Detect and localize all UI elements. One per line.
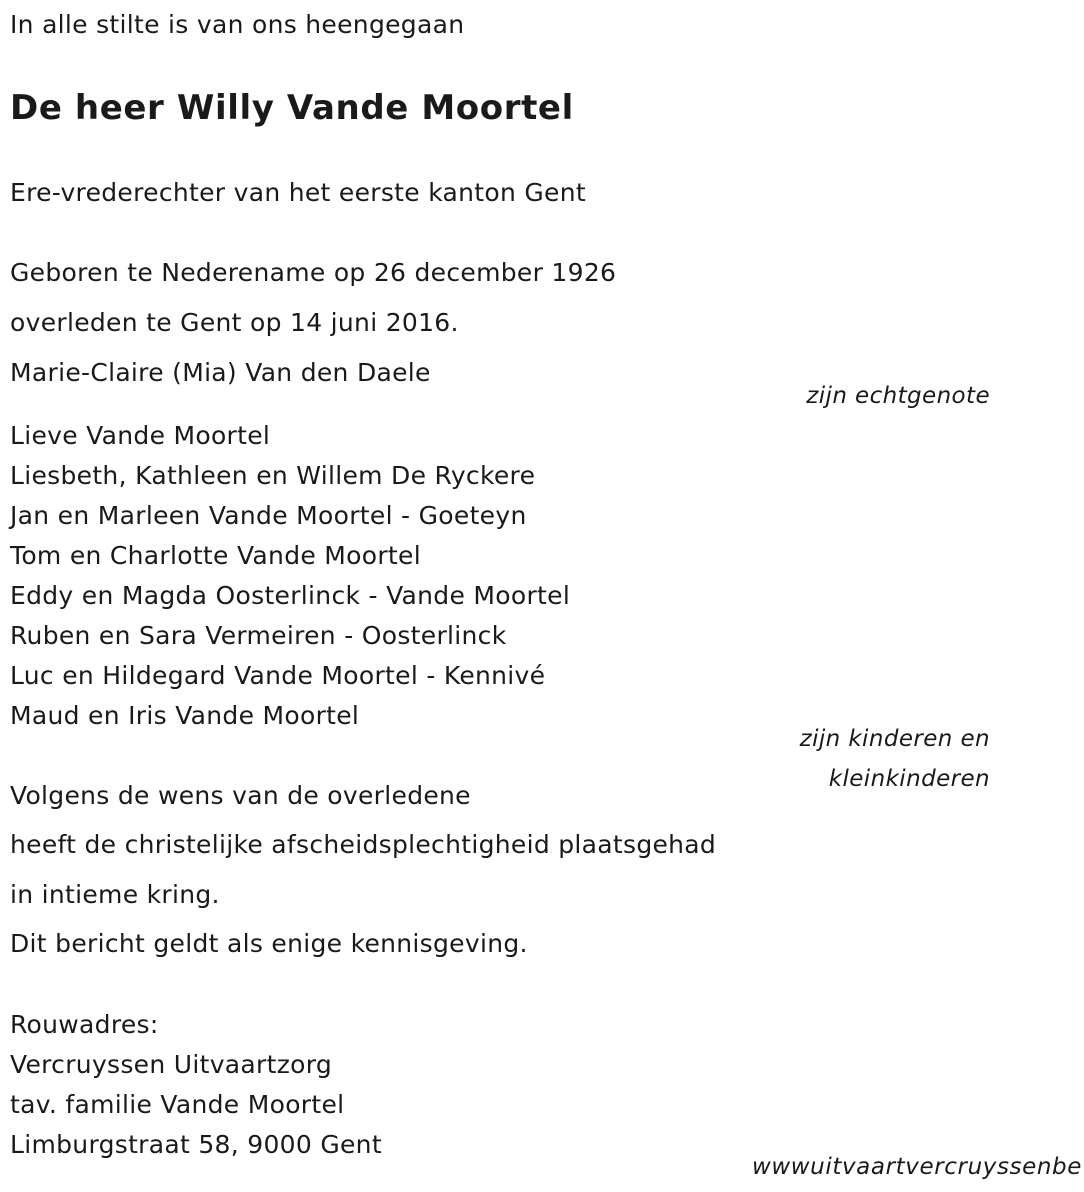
address-company: Vercruyssen Uitvaartzorg <box>10 1050 333 1079</box>
death-line: overleden te Gent op 14 juni 2016. <box>10 308 459 337</box>
address-street: Limburgstraat 58, 9000 Gent <box>10 1130 382 1159</box>
message-line: heeft de christelijke afscheidsplechtigheid plaatsgehad <box>10 830 717 859</box>
spouse-name: Marie-Claire (Mia) Van den Daele <box>10 358 431 387</box>
honorary-title: Ere-vrederechter van het eerste kanton Gent <box>10 178 586 207</box>
family-member: Ruben en Sara Vermeiren - Oosterlinck <box>10 621 507 650</box>
family-member: Eddy en Magda Oosterlinck - Vande Moortel <box>10 581 571 610</box>
birth-line: Geboren te Nederename op 26 december 1926 <box>10 258 617 287</box>
children-relation-line2: kleinkinderen <box>828 766 990 792</box>
family-member: Lieve Vande Moortel <box>10 421 271 450</box>
family-member: Tom en Charlotte Vande Moortel <box>10 541 421 570</box>
website-text: wwwuitvaartvercruyssenbe <box>751 1154 1082 1180</box>
message-line: Dit bericht geldt als enige kennisgeving. <box>10 929 528 958</box>
family-member: Liesbeth, Kathleen en Willem De Ryckere <box>10 461 536 490</box>
address-label: Rouwadres: <box>10 1010 159 1039</box>
family-member: Luc en Hildegard Vande Moortel - Kennivé <box>10 661 546 690</box>
deceased-name: De heer Willy Vande Moortel <box>10 88 574 128</box>
address-attention: tav. familie Vande Moortel <box>10 1090 345 1119</box>
message-line: in intieme kring. <box>10 880 220 909</box>
family-member: Maud en Iris Vande Moortel <box>10 701 360 730</box>
children-relation-line1: zijn kinderen en <box>799 726 990 752</box>
message-line: Volgens de wens van de overledene <box>10 781 471 810</box>
intro-text: In alle stilte is van ons heengegaan <box>10 10 465 39</box>
spouse-relation: zijn echtgenote <box>806 383 990 409</box>
family-member: Jan en Marleen Vande Moortel - Goeteyn <box>10 501 527 530</box>
